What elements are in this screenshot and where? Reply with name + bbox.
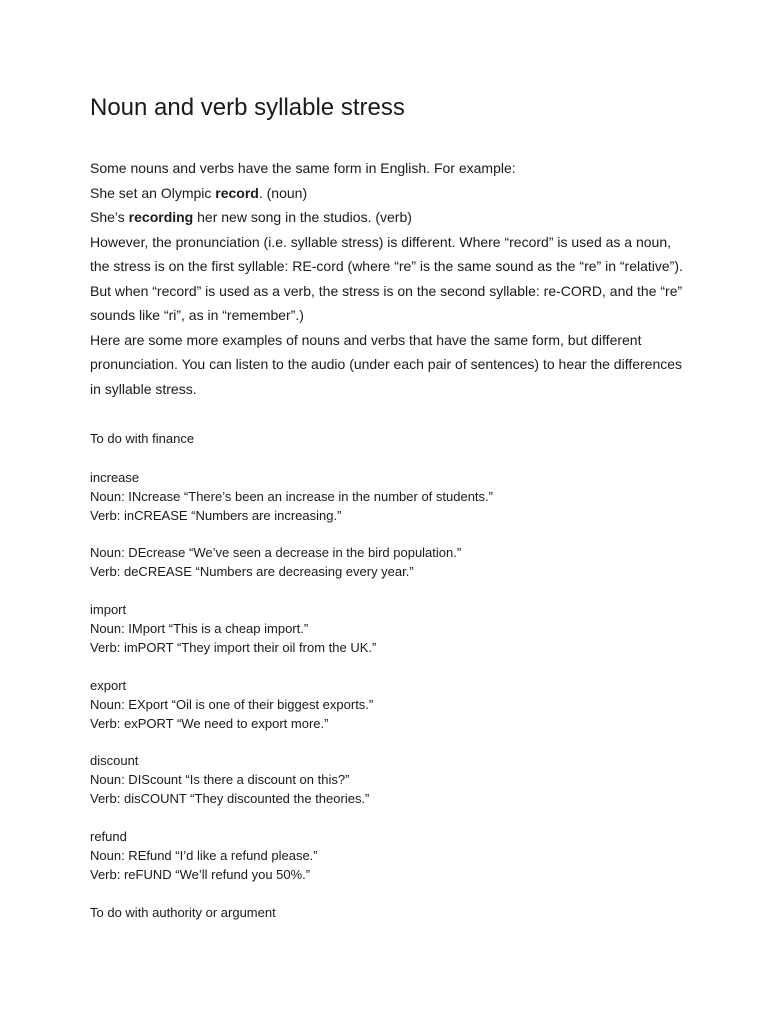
section-heading-authority — [90, 903, 276, 922]
intro-line: sounds like “ri”, as in “remember”.) — [90, 307, 304, 323]
entry-noun: Noun: IMport “This is a cheap import.” — [90, 621, 309, 636]
entry-word: increase — [90, 470, 140, 485]
entry-word: export — [90, 678, 127, 693]
word-entry-decrease — [90, 543, 461, 581]
entry-verb: Verb: exPORT “We need to export more.” — [90, 716, 329, 731]
intro-line: Here are some more examples of nouns and verbs that have the same form, but different — [90, 331, 642, 348]
intro-section — [90, 156, 690, 401]
example-text: her new song in the studios. (verb) — [193, 209, 412, 225]
page-title: Noun and verb syllable stress — [90, 94, 405, 121]
intro-line: However, the pronunciation (i.e. syllable stress) is different. Where “record” is used as a noun, — [90, 233, 672, 250]
entry-noun: Noun: REfund “I’d like a refund please.” — [90, 848, 318, 863]
entry-noun: Noun: INcrease “There’s been an increase in the number of students.” — [90, 489, 493, 504]
section-heading-finance — [90, 429, 194, 448]
entry-verb: Verb: reFUND “We’ll refund you 50%.” — [90, 867, 311, 882]
word-entry-increase — [90, 468, 493, 525]
example-bold-word: record — [215, 184, 259, 201]
entry-verb: Verb: inCREASE “Numbers are increasing.” — [90, 508, 342, 523]
word-entry-discount — [90, 751, 369, 808]
example-bold-word: recording — [128, 209, 194, 225]
intro-line: But when “record” is used as a verb, the stress is on the second syllable: re-CORD, and the “re” — [90, 282, 683, 299]
example-text: She set an Olympic — [90, 184, 216, 201]
section-heading-text: To do with authority or argument — [90, 905, 276, 920]
section-heading-text: To do with finance — [90, 431, 195, 446]
intro-line: pronunciation. You can listen to the audio (under each pair of sentences) to hear the differences — [90, 356, 683, 372]
entry-noun: Noun: DIScount “Is there a discount on this?” — [90, 772, 350, 787]
intro-line: in syllable stress. — [90, 380, 197, 397]
example-text: She’s — [90, 209, 129, 225]
example-noun-sentence — [90, 181, 690, 206]
example-verb-sentence — [90, 205, 690, 230]
intro-line: Some nouns and verbs have the same form in English. For example: — [90, 160, 516, 176]
intro-line: the stress is on the first syllable: RE-cord (where “re” is the same sound as the “re” in “relative”). — [90, 258, 683, 274]
entry-verb: Verb: disCOUNT “They discounted the theories.” — [90, 791, 370, 806]
example-text: . (noun) — [258, 184, 308, 201]
entry-word: refund — [90, 829, 127, 844]
entry-noun: Noun: DEcrease “We’ve seen a decrease in the bird population.” — [90, 545, 462, 560]
entry-verb: Verb: imPORT “They import their oil from the UK.” — [90, 640, 377, 655]
entry-word: discount — [90, 753, 139, 768]
entry-word: import — [90, 602, 127, 617]
entry-verb: Verb: deCREASE “Numbers are decreasing every year.” — [90, 564, 414, 579]
word-entry-import — [90, 600, 376, 657]
entry-noun: Noun: EXport “Oil is one of their biggest exports.” — [90, 697, 374, 712]
word-entry-export — [90, 676, 373, 733]
word-entry-refund — [90, 827, 318, 884]
